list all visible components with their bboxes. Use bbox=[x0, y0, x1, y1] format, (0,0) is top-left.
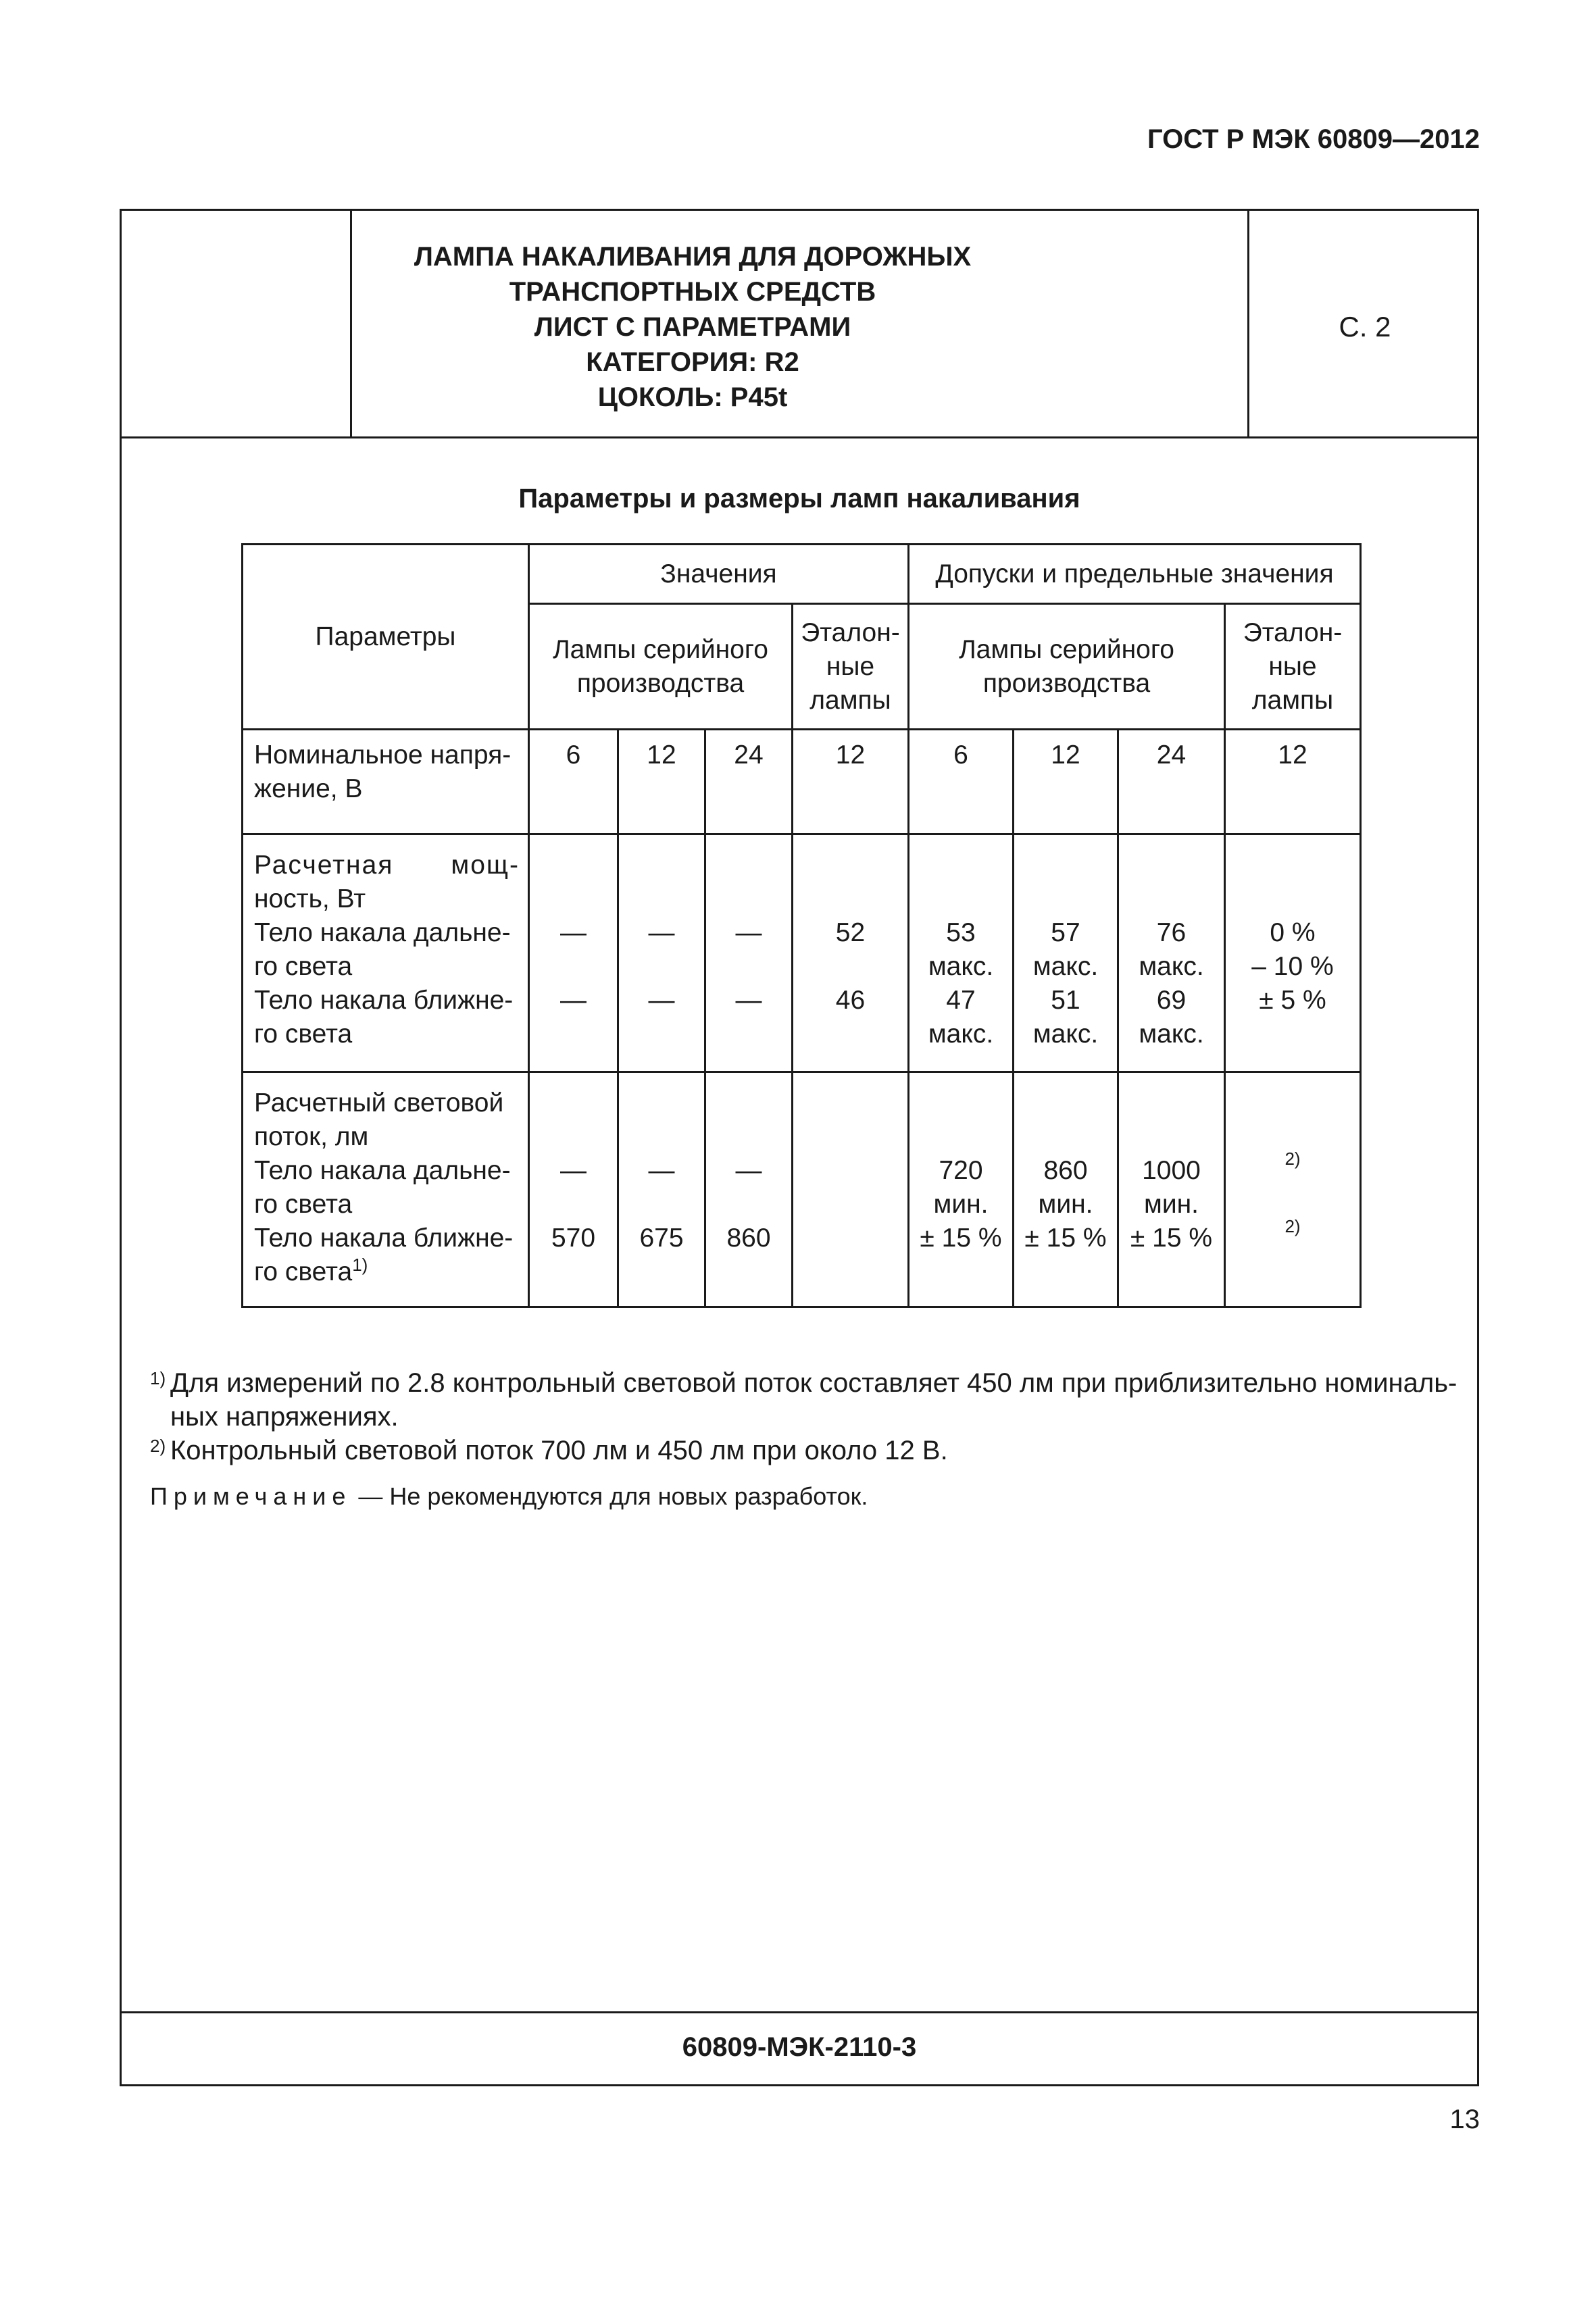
header-reference-lamps-tolerances: Эталон- ные лампы bbox=[1225, 604, 1361, 730]
cell: 6 bbox=[529, 730, 618, 834]
cell: 57 макс. 51 макс. bbox=[1014, 834, 1118, 1072]
header-right-divider bbox=[1247, 211, 1249, 436]
header-tolerances: Допуски и предельные значения bbox=[909, 545, 1361, 604]
cell: 1000 мин. ± 15 % bbox=[1118, 1072, 1225, 1307]
note-text: — Не рекомендуются для новых разработок. bbox=[351, 1482, 868, 1510]
cell: 12 bbox=[1225, 730, 1361, 834]
row-label-voltage: Номинальное напря- жение, В bbox=[243, 730, 529, 834]
table-row-voltage bbox=[243, 730, 1361, 834]
cell: 720 мин. ± 15 % bbox=[909, 1072, 1014, 1307]
header-values: Значения bbox=[529, 545, 909, 604]
sheet-code: 60809-МЭК-2110-3 bbox=[682, 2032, 917, 2062]
header-serial-lamps-tolerances: Лампы серийного производства bbox=[909, 604, 1225, 730]
sheet-title-line: ЛАМПА НАКАЛИВАНИЯ ДЛЯ ДОРОЖНЫХ bbox=[414, 242, 972, 272]
footer-divider bbox=[122, 2011, 1477, 2013]
cell: 12 bbox=[618, 730, 705, 834]
cell: 12 bbox=[793, 730, 909, 834]
cell: 12 bbox=[1014, 730, 1118, 834]
cell: — — bbox=[705, 834, 793, 1072]
cell: — 675 bbox=[618, 1072, 705, 1307]
cell: 24 bbox=[1118, 730, 1225, 834]
sheet-title-line: ТРАНСПОРТНЫХ СРЕДСТВ bbox=[509, 277, 876, 307]
parameters-table bbox=[241, 543, 1362, 1308]
header-reference-lamps: Эталон- ные лампы bbox=[793, 604, 909, 730]
table-row-power bbox=[243, 834, 1361, 1072]
cell: — 570 bbox=[529, 1072, 618, 1307]
footnote-2: 2) Контрольный световой поток 700 лм и 450 лм при около 12 В. bbox=[150, 1436, 948, 1465]
cell: 860 мин. ± 15 % bbox=[1014, 1072, 1118, 1307]
sheet-title-line: КАТЕГОРИЯ: R2 bbox=[586, 347, 799, 377]
footnotes bbox=[150, 1366, 1474, 1513]
sheet-title bbox=[351, 239, 1034, 415]
cell: 2) 2) bbox=[1225, 1072, 1361, 1307]
header-parameters: Параметры bbox=[243, 545, 529, 730]
header-serial-lamps: Лампы серийного производства bbox=[529, 604, 793, 730]
sheet-title-line: ЦОКОЛЬ: P45t bbox=[597, 382, 788, 412]
cell: 52 46 bbox=[793, 834, 909, 1072]
parameter-sheet-frame bbox=[120, 209, 1479, 2086]
page-number: 13 bbox=[1449, 2105, 1480, 2134]
cell: — — bbox=[618, 834, 705, 1072]
cell: 76 макс. 69 макс. bbox=[1118, 834, 1225, 1072]
sheet-title-line: ЛИСТ С ПАРАМЕТРАМИ bbox=[534, 312, 851, 342]
sheet-page-label: С. 2 bbox=[1339, 311, 1391, 343]
header-divider bbox=[122, 436, 1477, 438]
note-label: Примечание bbox=[150, 1482, 352, 1510]
row-label-power: Расчетная мощ- ность, Вт Тело накала дальне- го света Тело накала ближне- го света bbox=[243, 834, 529, 1072]
cell: 53 макс. 47 макс. bbox=[909, 834, 1014, 1072]
cell: 24 bbox=[705, 730, 793, 834]
row-label-flux: Расчетный световой поток, лм Тело накала дальне- го света Тело накала ближне- го света$^{1)}$ bbox=[243, 1072, 529, 1307]
table-row-flux bbox=[243, 1072, 1361, 1307]
cell bbox=[793, 1072, 909, 1307]
note bbox=[150, 1480, 1474, 1513]
cell: 6 bbox=[909, 730, 1014, 834]
cell: — — bbox=[529, 834, 618, 1072]
footnote-1: 1) Для измерений по 2.8 контрольный световой поток составляет 450 лм при приблизительно номиналь- ных напряжениях. bbox=[150, 1368, 1457, 1432]
cell: 0 % – 10 % ± 5 % bbox=[1225, 834, 1361, 1072]
standard-code: ГОСТ Р МЭК 60809—2012 bbox=[1147, 124, 1480, 154]
cell: — 860 bbox=[705, 1072, 793, 1307]
table-caption: Параметры и размеры ламп накаливания bbox=[518, 484, 1080, 513]
